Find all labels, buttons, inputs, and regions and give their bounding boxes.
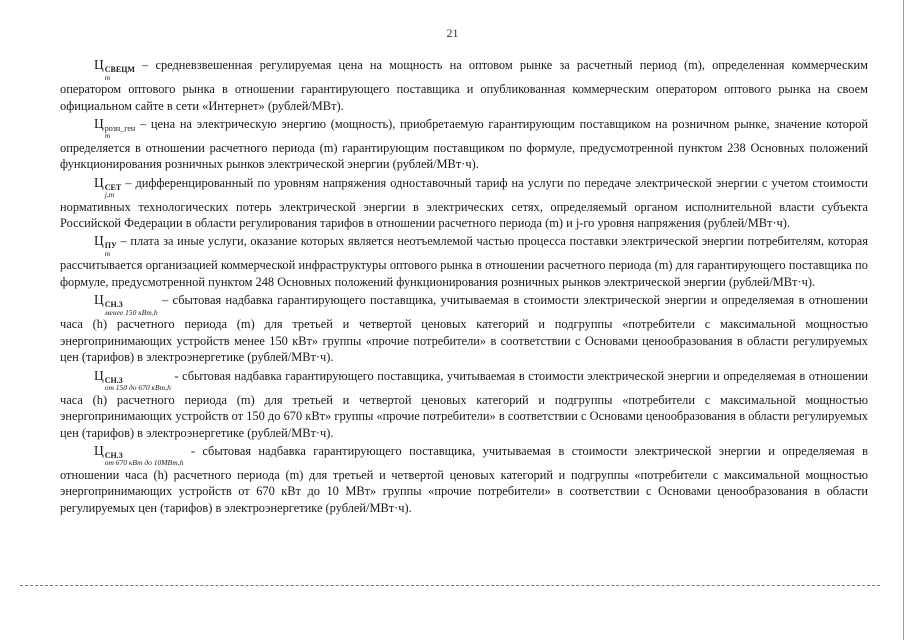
document-body (60, 57, 868, 518)
page-edge (903, 0, 904, 640)
definition-paragraph (60, 233, 868, 290)
formula-symbol: Ц СН.3 от 150 до 670 кВт,h (94, 367, 171, 392)
definition-text: - сбытовая надбавка гарантирующего поставщика, учитываемая в стоимости электрической энергии и определяемая в отношении часа (h) расчетного периода (m) для третьей и четвертой ценовых категорий и подгруппы «потребители с максимальной мощностью энергопринимающих устройств от 150 до 670 кВт» группы «прочие потребители» в соответствии с Основами ценообразования в области регулируемых цен (тарифов) в электроэнергетике (рублей/МВт·ч). (60, 368, 868, 440)
formula-symbol: Ц розн_ген m (94, 115, 136, 141)
definition-text: – сбытовая надбавка гарантирующего поставщика, учитываемая в стоимости электрической энергии и определяемая в отношении часа (h) расчетного периода (m) для третьей и четвертой ценовых категорий и подгруппы «потребители с максимальной мощностью энергопринимающих устройств менее 150 кВт» группы «прочие потребители» в соответствии с Основами ценообразования в области регулируемых цен (тарифов) в электроэнергетике (рублей/МВт·ч). (60, 293, 868, 365)
definition-text: – цена на электрическую энергию (мощность), приобретаемую гарантирующим поставщиком на розничном рынке, значение которой определяется в отношении расчетного периода (m) гарантирующим поставщиком по формуле, предусмотренной пунктом 238 Основных положений функционирования розничных рынков электрической энергии (рублей/МВт·ч). (60, 116, 868, 172)
definition-text: – дифференцированный по уровням напряжения одноставочный тариф на услуги по передаче электрической энергии с учетом стоимости нормативных технологических потерь электрической энергии в электрических сетях, определяемый органом исполнительной власти субъекта Российской Федерации в области регулирования тарифов в отношении расчетного периода (m) и j-го уровня напряжения (рублей/МВт·ч). (60, 175, 868, 231)
formula-symbol: Ц ПУ m (94, 233, 117, 258)
definition-paragraph (60, 57, 868, 114)
formula-symbol: Ц СВЕЦМ m (94, 57, 135, 82)
definition-paragraph (60, 292, 868, 366)
page-number: 21 (446, 26, 459, 40)
definition-text: – средневзвешенная регулируемая цена на мощность на оптовом рынке за расчетный период (m), определенная коммерческим оператором оптового рынка в отношении гарантирующего поставщика и опубликованная коммерческим оператором оптового рынка на своем официальном сайте в сети «Интернет» (рублей/МВт). (60, 58, 868, 113)
formula-symbol: Ц СЕТ j,m (94, 174, 122, 200)
definition-text: – плата за иные услуги, оказание которых является неотъемлемой частью процесса поставки электрической энергии потребителям, которая рассчитывается организацией коммерческой инфраструктуры оптового рынка в отношении расчетного периода (m) для гарантирующего поставщика по формуле, предусмотренной пунктом 248 Основных положений функционирования розничных рынков электрической энергии (рублей/МВт·ч). (60, 234, 868, 289)
page-cut-divider (20, 585, 880, 586)
definition-paragraph (60, 116, 868, 173)
definition-paragraph (60, 368, 868, 442)
formula-symbol: Ц СН.3 менее 150 кВт,h (94, 292, 158, 317)
formula-symbol: Ц СН.3 от 670 кВт до 10МВт,h (94, 442, 184, 468)
definition-text: - сбытовая надбавка гарантирующего поставщика, учитываемая в стоимости электрической энергии и определяемая в отношении часа (h) расчетного периода (m) для третьей и четвертой ценовых категорий и подгруппы «потребители с максимальной мощностью энергопринимающих устройств от 670 кВт до 10 МВт» группы «прочие потребители» в соответствии с Основами ценообразования в области регулируемых цен (тарифов) в электроэнергетике (рублей/МВт·ч). (60, 443, 868, 516)
definition-paragraph (60, 175, 868, 232)
definition-paragraph (60, 443, 868, 517)
